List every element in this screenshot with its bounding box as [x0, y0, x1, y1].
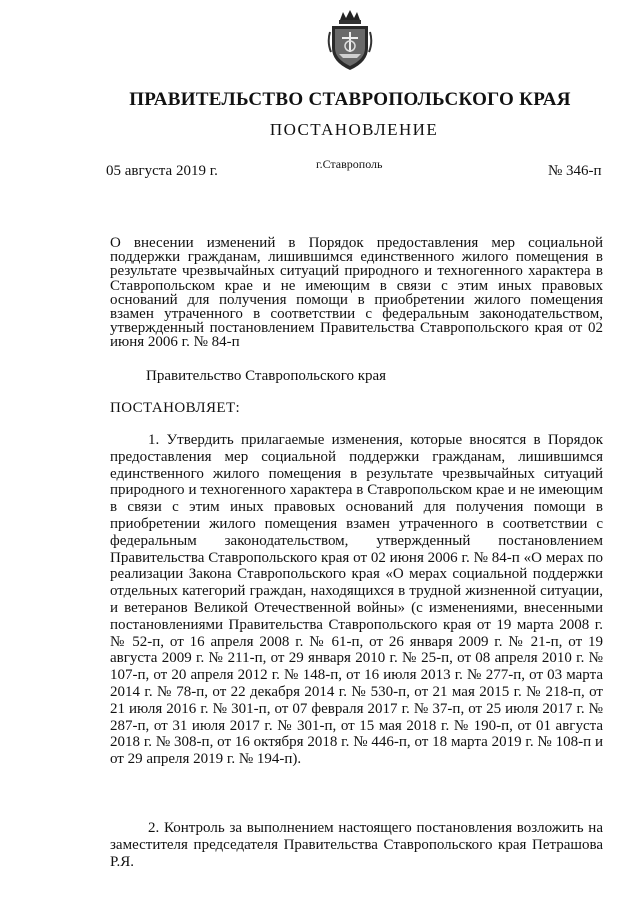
- document-number: № 346-п: [548, 163, 602, 179]
- issuing-body: Правительство Ставропольского края: [146, 368, 387, 384]
- government-title: ПРАВИТЕЛЬСТВО СТАВРОПОЛЬСКОГО КРАЯ: [129, 89, 571, 110]
- paragraph-1: 1. Утвердить прилагаемые изменения, которые вносятся в Порядок предоставления мер социальной поддержки гражданам, лишившимся единственного жилого помещения в результате чрезвычайных ситуаций природного и техногенного характера в Ставропольском крае и не имеющим в связи с этим иных правовых оснований для получения помощи в приобретении жилого помещения взамен утраченного в соответствии с федеральным законодательством, утвержденный постановлением Правительства Ставропольского края от 02 июня 2006 г. № 84-п «О мерах по реализации Закона Ставропольского края «О мерах социальной поддержки отдельных категорий граждан, находящихся в трудной жизненной ситуации, и ветеранов Великой Отечественной войны» (с изменениями, внесенными постановлениями Правительства Ставропольского края от 19 марта 2008 г. № 52-п, от 16 апреля 2008 г. № 61-п, от 26 января 2009 г. № 21-п, от 19 августа 2009 г. № 211-п, от 29 января 2010 г. № 25-п, от 08 апреля 2010 г. № 107-п, от 20 апреля 2012 г. № 148-п, от 16 июля 2013 г. № 277-п, от 03 марта 2014 г. № 78-п, от 22 декабря 2014 г. № 530-п, от 21 мая 2015 г. № 218-п, от 21 июля 2016 г. № 301-п, от 07 февраля 2017 г. № 37-п, от 25 июля 2017 г. № 287-п, от 31 июля 2017 г. № 301-п, от 15 мая 2018 г. № 190-п, от 01 августа 2018 г. № 308-п, от 16 октября 2018 г. № 446-п, от 18 марта 2019 г. № 108-п и от 29 апреля 2019 г. № 194-п).: [110, 432, 603, 768]
- decree-word: ПОСТАНОВЛЯЕТ:: [110, 400, 241, 416]
- document-date: 05 августа 2019 г.: [106, 163, 218, 179]
- document-type: ПОСТАНОВЛЕНИЕ: [269, 120, 439, 139]
- coat-of-arms-icon: [326, 8, 374, 72]
- paragraph-2: 2. Контроль за выполнением настоящего постановления возложить на заместителя председателя Правительства Ставропольского края Петрашова Р.Я.: [110, 820, 603, 870]
- document-subject: О внесении изменений в Порядок предоставления мер социальной поддержки гражданам, лишившимся единственного жилого помещения в результате чрезвычайных ситуаций природного и техногенного характера в Ставропольском крае и не имеющим в связи с этим иных правовых оснований для получения помощи в приобретении жилого помещения взамен утраченного в соответствии с федеральным законодательством, утвержденный постановлением Правительства Ставропольского края от 02 июня 2006 г. № 84-п: [110, 235, 603, 351]
- document-city: г.Ставрополь: [316, 157, 383, 171]
